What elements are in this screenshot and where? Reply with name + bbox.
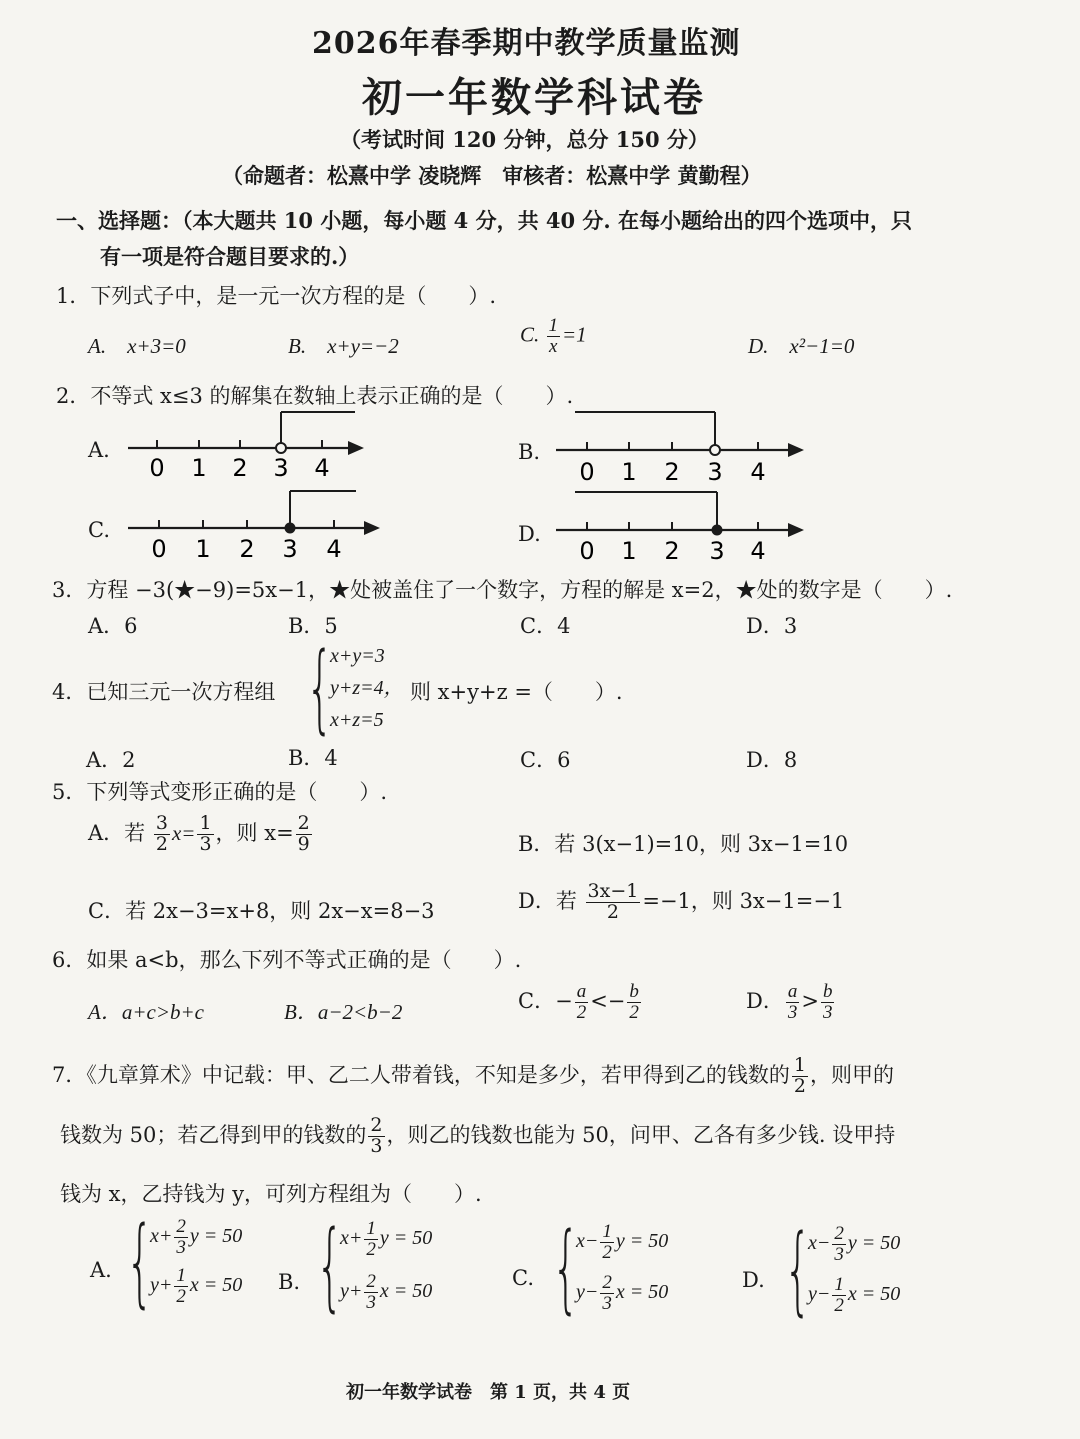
q7-a-eq1 bbox=[150, 1217, 242, 1258]
q4-option-d: D．8 bbox=[746, 748, 798, 772]
tick-label: 3 bbox=[709, 537, 725, 565]
q4-system bbox=[306, 632, 404, 744]
brace-icon: { bbox=[126, 1206, 154, 1318]
eq-frac bbox=[600, 1222, 614, 1263]
eq-post: x = 50 bbox=[847, 1283, 901, 1306]
section-heading: 一、选择题：（本大题共 10 小题，每小题 4 分，共 40 分. 在每小题给出的四个选项中，只 bbox=[56, 208, 913, 233]
q1-stem: 1．下列式子中，是一元一次方程的是（ ）. bbox=[56, 284, 497, 308]
eq-pre: x+ bbox=[150, 1225, 173, 1248]
q1-c-num: 1 bbox=[548, 315, 559, 336]
tick-label: 1 bbox=[621, 458, 637, 486]
q1-c-rest: =1 bbox=[562, 322, 587, 347]
q4-stem-pre: 4．已知三元一次方程组 bbox=[52, 680, 276, 704]
q7-option-b-label: B. bbox=[278, 1270, 301, 1294]
page-footer: 初一年数学试卷 第 1 页，共 4 页 bbox=[346, 1382, 631, 1403]
brace-icon: { bbox=[784, 1214, 812, 1326]
frac-den: 3 bbox=[199, 832, 212, 855]
tick-label: 2 bbox=[664, 537, 680, 565]
q3-option-c: C．4 bbox=[520, 614, 571, 638]
q4-eq2: y+z=4， bbox=[330, 677, 404, 699]
q4-option-b: B．4 bbox=[288, 746, 338, 770]
frac-num: 3x−1 bbox=[587, 880, 639, 902]
tick-label: 3 bbox=[282, 535, 298, 563]
frac-den: 9 bbox=[297, 832, 310, 855]
q7-line3: 钱为 x，乙持钱为 y，可列方程组为（ ）. bbox=[60, 1182, 482, 1206]
eq-frac bbox=[600, 1273, 614, 1314]
tick-label: 4 bbox=[750, 458, 766, 486]
frac-den: 2 bbox=[793, 1074, 806, 1097]
q7-a-eq2 bbox=[150, 1266, 242, 1307]
q5-a-frac2 bbox=[197, 814, 213, 855]
tick-label: 2 bbox=[239, 535, 255, 563]
frac-den: 3 bbox=[366, 1291, 376, 1313]
frac-den: 3 bbox=[602, 1292, 612, 1314]
q7-option-b-system bbox=[316, 1210, 433, 1322]
q7-line2-pre: 钱数为 50；若乙得到甲的钱数的 bbox=[60, 1122, 367, 1147]
eq-post: x = 50 bbox=[189, 1274, 243, 1297]
frac-den: 2 bbox=[366, 1239, 376, 1261]
frac-den: 2 bbox=[176, 1285, 186, 1307]
frac-den: 3 bbox=[787, 1001, 798, 1023]
q3-stem: 3．方程 −3(★−9)=5x−1，★处被盖住了一个数字，方程的解是 x=2，★处的数字是（ ）. bbox=[52, 578, 953, 602]
eq-post: y = 50 bbox=[847, 1232, 901, 1255]
frac-num: 2 bbox=[297, 812, 310, 834]
q4-eq1: x+y=3 bbox=[330, 645, 385, 667]
brace-icon: { bbox=[306, 632, 334, 744]
q7-c-eq1 bbox=[576, 1222, 668, 1263]
q2-option-c-label: C. bbox=[88, 518, 110, 542]
q7-d-eq1 bbox=[808, 1224, 900, 1265]
q7-line2-frac bbox=[368, 1116, 384, 1157]
eq-frac bbox=[832, 1224, 846, 1265]
q4-stem-post: 则 x+y+z =（ ）. bbox=[410, 680, 623, 704]
tick-label: 0 bbox=[151, 535, 167, 563]
frac-num: 2 bbox=[602, 1272, 612, 1293]
q1-c-den: x bbox=[549, 335, 558, 357]
number-lines bbox=[0, 0, 1080, 600]
q7-line2-post: ，则乙的钱数也能为 50，问甲、乙各有多少钱. 设甲持 bbox=[386, 1122, 896, 1147]
q4-option-a: A．2 bbox=[86, 748, 136, 772]
eq-pre: y+ bbox=[340, 1280, 363, 1303]
tick-label: 0 bbox=[149, 454, 165, 482]
frac-den: 2 bbox=[155, 832, 168, 855]
q1-c-label: C. bbox=[520, 322, 540, 347]
eq-pre: x+ bbox=[340, 1227, 363, 1250]
q5-a-pre: A．若 bbox=[88, 820, 146, 845]
q6-option-a: A．a+c>b+c bbox=[88, 1000, 204, 1024]
frac-num: b bbox=[629, 981, 639, 1002]
tick-label: 1 bbox=[195, 535, 211, 563]
q5-option-c: C．若 2x−3=x+8，则 2x−x=8−3 bbox=[88, 899, 435, 923]
frac-den: 3 bbox=[370, 1134, 383, 1157]
frac-den: 2 bbox=[629, 1001, 639, 1023]
tick-label: 4 bbox=[326, 535, 342, 563]
numberline-b bbox=[556, 412, 804, 486]
eq-pre: y+ bbox=[150, 1274, 173, 1297]
numberline-a bbox=[128, 412, 364, 482]
q7-line1-text: 7．《九章算术》中记载：甲、乙二人带着钱，不知是多少，若甲得到乙的钱数的 bbox=[52, 1062, 790, 1087]
tick-label: 0 bbox=[579, 458, 595, 486]
frac-den: 2 bbox=[834, 1294, 844, 1316]
brace-icon: { bbox=[552, 1212, 580, 1324]
frac-num: 3 bbox=[155, 812, 168, 834]
q2-option-d-label: D. bbox=[518, 522, 541, 546]
frac-den: 3 bbox=[822, 1001, 833, 1023]
section-heading-cont: 有一项是符合题目要求的.） bbox=[100, 244, 360, 269]
q1-option-b: B. x+y=−2 bbox=[288, 334, 399, 358]
q3-option-a: A．6 bbox=[88, 614, 138, 638]
q7-line1-post: ，则甲的 bbox=[809, 1062, 894, 1087]
frac-num: 2 bbox=[176, 1216, 186, 1238]
frac-num: a bbox=[576, 981, 587, 1002]
tick-label: 4 bbox=[314, 454, 330, 482]
exam-info: （考试时间 120 分钟，总分 150 分） bbox=[340, 127, 709, 152]
q6-d-label: D． bbox=[746, 988, 784, 1013]
tick-label: 2 bbox=[664, 458, 680, 486]
q3-option-d: D．3 bbox=[746, 614, 798, 638]
q2-option-b-label: B. bbox=[518, 440, 541, 464]
eq-post: x = 50 bbox=[379, 1280, 433, 1303]
frac-den: 2 bbox=[602, 1242, 612, 1264]
eq-pre: y− bbox=[808, 1283, 831, 1306]
q7-option-d-label: D. bbox=[742, 1268, 765, 1292]
q7-c-eq2 bbox=[576, 1273, 668, 1314]
q5-stem: 5．下列等式变形正确的是（ ）. bbox=[52, 780, 388, 804]
eq-frac bbox=[832, 1275, 846, 1316]
q2-option-a-label: A. bbox=[88, 438, 110, 462]
q7-option-d-system bbox=[784, 1214, 901, 1326]
exam-title: 2026年春季期中教学质量监测 bbox=[312, 26, 741, 61]
tick-label: 3 bbox=[707, 458, 723, 486]
frac-num: 1 bbox=[834, 1274, 844, 1295]
eq-pre: x− bbox=[808, 1232, 831, 1255]
q6-d-frac2 bbox=[821, 982, 835, 1023]
q7-b-eq1 bbox=[340, 1219, 432, 1260]
q6-c-frac1 bbox=[575, 982, 589, 1023]
frac-num: 2 bbox=[370, 1114, 383, 1136]
q7-option-a-system bbox=[126, 1206, 243, 1318]
tick-label: 1 bbox=[191, 454, 207, 482]
q6-stem: 6．如果 a<b，那么下列不等式正确的是（ ）. bbox=[52, 948, 522, 972]
q5-d-pre: D．若 bbox=[518, 888, 577, 913]
eq-frac bbox=[364, 1219, 378, 1260]
frac-num: 1 bbox=[366, 1218, 376, 1240]
eq-post: x = 50 bbox=[615, 1281, 669, 1304]
frac-den: 3 bbox=[176, 1237, 186, 1259]
paper-title: 初一年数学科试卷 bbox=[362, 74, 706, 121]
q1-option-a: A. x+3=0 bbox=[88, 334, 186, 358]
eq-frac bbox=[174, 1266, 188, 1307]
numberline-c bbox=[128, 491, 380, 563]
frac-den: 2 bbox=[606, 900, 619, 923]
q5-d-frac bbox=[586, 882, 641, 923]
eq-pre: x− bbox=[576, 1230, 599, 1253]
tick-label: 3 bbox=[273, 454, 289, 482]
q7-line2 bbox=[60, 1116, 895, 1157]
frac-num: 1 bbox=[793, 1054, 806, 1076]
tick-label: 0 bbox=[579, 537, 595, 565]
frac-num: 1 bbox=[602, 1221, 612, 1243]
authors-line: （命题者：松熹中学 凌晓辉 审核者：松熹中学 黄勤程） bbox=[222, 163, 762, 188]
q2-stem: 2．不等式 x≤3 的解集在数轴上表示正确的是（ ）. bbox=[56, 384, 574, 408]
frac-num: 1 bbox=[176, 1265, 186, 1286]
eq-frac bbox=[364, 1272, 378, 1313]
eq-post: y = 50 bbox=[379, 1227, 433, 1250]
q6-option-d: D． $\frac{a}{3}$ > $\frac{b}{3}$ bbox=[746, 981, 833, 1023]
q5-a-mid: x= bbox=[171, 820, 196, 845]
eq-pre: y− bbox=[576, 1281, 599, 1304]
q5-d-post: =−1，则 3x−1=−1 bbox=[642, 888, 845, 913]
brace-icon: { bbox=[316, 1210, 344, 1322]
frac-num: a bbox=[787, 981, 798, 1002]
q4-eq3: x+z=5 bbox=[330, 709, 384, 731]
frac-num: 2 bbox=[834, 1223, 844, 1245]
q7-b-eq2 bbox=[340, 1272, 432, 1313]
q5-a-frac3 bbox=[296, 814, 312, 855]
eq-frac bbox=[174, 1217, 188, 1258]
frac-num: b bbox=[822, 981, 833, 1002]
eq-post: y = 50 bbox=[189, 1225, 243, 1248]
q6-c-frac2 bbox=[627, 982, 641, 1023]
tick-label: 4 bbox=[750, 537, 766, 565]
frac-den: 2 bbox=[576, 1001, 587, 1023]
q6-c-label: C． bbox=[518, 988, 556, 1013]
q7-line1 bbox=[52, 1056, 894, 1097]
q6-option-b: B．a−2<b−2 bbox=[284, 1000, 403, 1024]
eq-post: y = 50 bbox=[615, 1230, 669, 1253]
q5-option-a bbox=[88, 814, 314, 855]
q1-option-d: D. x²−1=0 bbox=[748, 334, 855, 358]
q7-option-a-label: A. bbox=[90, 1258, 112, 1282]
q6-d-frac1 bbox=[786, 982, 800, 1023]
q5-a-frac1 bbox=[154, 814, 170, 855]
numberline-d bbox=[556, 492, 804, 565]
q7-option-c-label: C. bbox=[512, 1266, 534, 1290]
tick-label: 2 bbox=[232, 454, 248, 482]
q7-d-eq2 bbox=[808, 1275, 900, 1316]
q7-option-c-system bbox=[552, 1212, 669, 1324]
q4-option-c: C．6 bbox=[520, 748, 571, 772]
frac-num: 1 bbox=[199, 812, 212, 834]
q5-option-d bbox=[518, 882, 844, 923]
q3-option-b: B．5 bbox=[288, 614, 338, 638]
q7-line1-frac bbox=[792, 1056, 808, 1097]
frac-num: 2 bbox=[366, 1271, 376, 1292]
tick-label: 1 bbox=[621, 537, 637, 565]
q5-option-b: B．若 3(x−1)=10，则 3x−1=10 bbox=[518, 832, 849, 856]
q5-a-then: ，则 x= bbox=[215, 820, 294, 845]
q6-option-c: C．− $\frac{a}{2}$ <− $\frac{b}{2}$ bbox=[518, 981, 639, 1023]
frac-den: 3 bbox=[834, 1244, 844, 1266]
